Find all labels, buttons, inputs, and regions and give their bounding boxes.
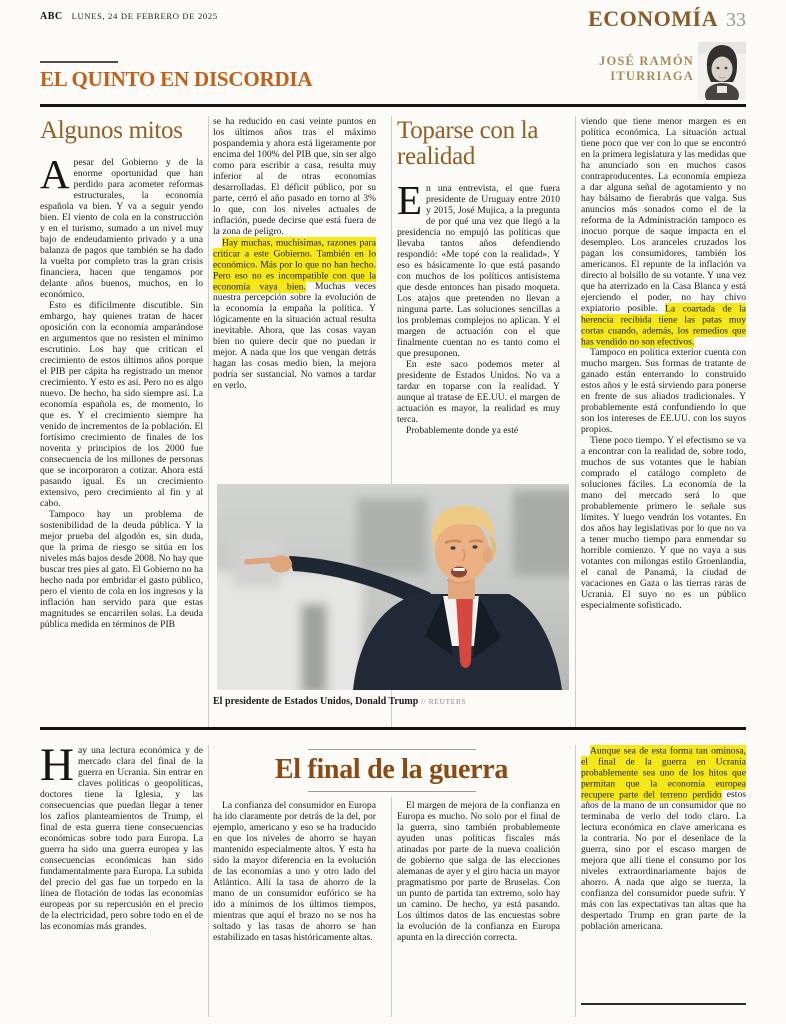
paragraph-text: Muchas veces nuestra percepción sobre la evolución de la economía la empaña la política. Y lógicamente en la situación actual resulta inevitable. Ahora, que las cosas vayan bien no quiere decir que no puedan ir mejor. A nada que los que vengan detrás hagan las cosas medio bien, la mejora podría ser sustancial. No vamos a tardar en verlo. — [213, 281, 376, 391]
dropcap: A — [40, 151, 70, 197]
brand-logo: ABC — [40, 11, 63, 22]
column-divider — [208, 116, 209, 727]
dropcap: H — [40, 745, 74, 791]
column-divider — [575, 116, 576, 727]
paragraph-text: pesar del Gobierno y de la enorme oportunidad que han perdido para acometer reformas estructurales, la economía española va bien. Y va a seguir yendo bien. El viento de cola en la construcción y en el turismo, sumado a un nivel muy bajo de endeudamiento privado y a una balanza de pagos que también se ha dado la vuelta por completo tras la gran crisis financiera, hacen que tengamos por delante años buenos, muchos, en lo económico. — [40, 157, 203, 300]
bottom-section — [40, 745, 746, 1017]
highlighted-text: La coartada de la herencia recibida tiene las patas muy cortas cuando, además, los remedios que has vendido no son efectivos. — [581, 303, 746, 347]
paragraph-text: n una entrevista, el que fuera presidente de Uruguay entre 2010 y 2015, José Mujica, a la pregunta de por qué una vez que llegó a la presidencia no empujó las políticas que llevaba tantos años defendiendo respondió: «Me topé con la realidad». Y eso es básicamente lo que está pasando con muchos de los políticos antisistema que desde entonces han pisado moqueta. Los atajos que pretenden no llevan a ninguna parte. Las soluciones sencillas a los problemas complejos no aplican. Y el margen de actuación con el que finalmente cuentan no es tanto como el que presuponen. — [397, 183, 560, 359]
article-end-rule — [581, 1003, 746, 1005]
highlighted-text: Aunque sea de esta forma tan ominosa, el final de la guerra en Ucrania probablemente sea uno de los hitos que permitan que la economía europea recupere parte del terreno perdido — [581, 745, 746, 800]
kicker-rule — [40, 61, 118, 63]
paragraph — [397, 177, 560, 359]
paragraph: se ha reducido en casi veinte puntos en los últimos años tras el máximo pospandemia y ahora está ligeramente por encima del 100% del PIB que, sin ser algo como para escribir a casa, resulta muy inferior al de otras economías desarrolladas. El déficit público, por su parte, cerró el año pasado en torno al 3% lo que, con los niveles actuales de inflación, puede decirse que está fuera de la zona de peligro. — [213, 116, 376, 237]
caption-text: El presidente de Estados Unidos, Donald Trump — [213, 696, 419, 707]
header-rule — [40, 104, 746, 107]
author-headshot-photo — [698, 42, 746, 100]
bottom-column-3 — [397, 800, 560, 1017]
bottom-column-4 — [581, 745, 746, 1017]
article-title-guerra: El final de la guerra — [274, 754, 509, 785]
headline-rule-top — [308, 749, 476, 750]
photo-credit: // REUTERS — [420, 697, 467, 706]
column-divider — [575, 745, 576, 1017]
main-section — [40, 116, 746, 727]
column-4 — [581, 116, 746, 727]
dropcap: E — [397, 177, 423, 223]
headline-rule-bottom — [308, 791, 476, 792]
photo-caption — [213, 696, 570, 707]
issue-date: LUNES, 24 DE FEBRERO DE 2025 — [71, 11, 218, 21]
article-title-realidad: Toparse con la realidad — [397, 117, 539, 170]
bottom-column-2 — [213, 800, 376, 1017]
paragraph: Tampoco hay un problema de sostenibilidad de la deuda pública. Y la mejor prueba del algodón es, sin duda, que la prima de riesgo se sitúa en los niveles más bajos desde 2008. No hay que buscar tres pies al gato. El Gobierno no ha hecho nada por embridar el gasto público, pero el viento de cola en los ingresos y la inflación han servido para que estas magnitudes se encarrilen solas. La deuda pública medida en términos de PIB — [40, 509, 203, 630]
section-name: ECONOMÍA — [588, 6, 718, 31]
page-number: 33 — [726, 9, 746, 31]
paragraph — [40, 745, 203, 932]
paragraph — [581, 116, 746, 347]
paragraph — [40, 151, 203, 300]
column-kicker: EL QUINTO EN DISCORDIA — [40, 67, 313, 91]
paragraph: Esto es difícilmente discutible. Sin embargo, hay quienes tratan de hacer oposición con la economía amparándose en argumentos que no resisten el mínimo escrutinio. Los hay que critican el crecimiento de estos últimos años porque el PIB per cápita ha registrado un menor crecimiento. Y esto es así. Pero no es algo nuevo. De hecho, ha sido siempre así. La economía española es, de momento, lo que es. Y el crecimiento siempre ha venido de incrementos de la población. El fortísimo crecimiento de finales de los noventa y principios de los 2000 fue consecuencia de los millones de personas que se incorporaron a cotizar. Ahora está pasando igual. Es un crecimiento extensivo, pero crecimiento al fin y al cabo. — [40, 300, 203, 509]
paragraph: En este saco podemos meter al presidente de Estados Unidos. No va a tardar en toparse con la realidad. Y aunque al tratase de EE.UU. el margen de actuación es mayor, la realidad es muy terca. — [397, 359, 560, 425]
column-divider — [208, 745, 209, 1017]
paragraph — [213, 237, 376, 391]
section-divider-rule — [40, 727, 746, 730]
bottom-column-1 — [40, 745, 203, 1017]
paragraph-text: ay una lectura económica y de mercado clara del final de la guerra en Ucrania. Sin entrar en claves políticas o geopolíticas, doctores tiene la Iglesia, y las consecuencias que puedan llegar a tener los zafios planteamientos de Trump, el final de esta guerra tiene consecuencias económicas sobre todo para Europa. La guerra ha sido una guerra europea y las consecuencias económicas han sido fundamentalmente para Europa. La subida del precio del gas fue un torpedo en la línea de flotación de todas las economías europeas por su repercusión en el precio de la electricidad, pero sobre todo en el de las economías más grandes. — [40, 745, 203, 932]
author-name-line1: JOSÉ RAMÓN — [599, 54, 694, 68]
masthead — [40, 6, 746, 36]
paragraph: Tiene poco tiempo. Y el efectismo se va a encontrar con la realidad de, sobre todo, muchos de sus votantes que le habían comprado el catálogo completo de soluciones fáciles. La economía de la mano del mercado será lo que probablemente primero le señale sus límites. Y luego vendrán los votantes. En dos años hay legislativas por lo que no va a tener mucho tiempo para enmendar su horrible comienzo. Y que no vaya a sus votantes con milongas estilo Groenlandia, el canal de Panamá, la ciudad de vacaciones en Gaza o las tierras raras de Ucrania. El suyo no es un público especialmente sofisticado. — [581, 435, 746, 611]
paragraph: Probablemente donde ya esté — [406, 425, 519, 436]
column-1 — [40, 116, 203, 727]
trump-photo — [217, 484, 569, 690]
article-title-mitos: Algunos mitos — [40, 117, 183, 144]
author-byline — [599, 54, 694, 84]
section-header — [588, 6, 746, 32]
paragraph-text: viendo que tiene menor margen es en política económica. La situación actual tiene poco que ver con lo que se encontró en la primera legislatura y las medidas que ha anunciado son en muchos casos contraproducentes. La economía empieza a dar alguna señal de agotamiento y no hay bálsamo de fierabrás que valga. Sus anuncios más sonados como el de la reforma de la Administración tampoco es inocuo porque de saque impacta en el desempleo. Los aranceles cruzados los pagan los consumidores, también los americanos. El repunte de la inflación va directo al bolsillo de su votante. Y una vez que ha aterrizado en la Casa Blanca y está ejerciendo el poder, no hay chivo expiatorio posible. — [581, 116, 746, 314]
paragraph: El margen de mejora de la confianza en Europa es mucho. No solo por el final de la guerra, sino también probablemente ayuden unas políticas fiscales más atinadas por parte de la nueva coalición de gobierno que salga de las elecciones alemanas de ayer y el giro hacia un mayor pragmatismo por parte de Bruselas. Con un punto de partida tan extremo, solo hay un camino. De hecho, ya está pasando. Los últimos datos de las encuestas sobre la evolución de la confianza en Europa apunta en la dirección correcta. — [397, 800, 560, 943]
paragraph: Tampoco en política exterior cuenta con mucho margen. Sus formas de tratante de ganado están enterrando lo construido estos años y le está sirviendo para ponerse en frente de sus aliados tradicionales. Y probablemente está confundiendo lo que son los intereses de EE.UU. con los suyos propios. — [581, 347, 746, 435]
highlighted-text: Hay muchas, muchísimas, razones para criticar a este Gobierno. También en lo económico. Más por lo que no han hecho. Pero eso no es incompatible con que la economía vaya bien. — [213, 237, 376, 292]
paragraph-text: estos años de la mano de un consumidor que no terminaba de verlo del todo claro. La lectura económica en clave americana es la contraria. No por el desenlace de la guerra, sino por el escaso margen de mejora que allí tiene el consumo por los niveles extraordinariamente bajos de ahorro. A nada que algo se tuerza, la confianza del consumidor puede sufrir. Y más con las expectativas tan altas que ha despertado Trump en gran parte de la población americana. — [581, 789, 746, 932]
column-divider — [391, 797, 392, 1017]
bottom-headline-block — [213, 749, 570, 792]
paragraph: La confianza del consumidor en Europa ha ido claramente por detrás de la del, por ejemplo, americano y eso se ha traducido en que los niveles de ahorro se hayan mantenido especialmente altos. Y esta ha sido la mayor diferencia en la evolución de las economías a uno y otro lado del Atlántico. Allí la tasa de ahorro de la mano de un consumidor eufórico se ha ido a mínimos de los últimos tiempos, mientras que aquí el brazo no se nos ha soltado y las tasas de ahorro se han estabilizado en tasas históricamente altas. — [213, 800, 376, 943]
author-name-line2: ITURRIAGA — [610, 69, 694, 83]
paragraph — [581, 745, 746, 932]
